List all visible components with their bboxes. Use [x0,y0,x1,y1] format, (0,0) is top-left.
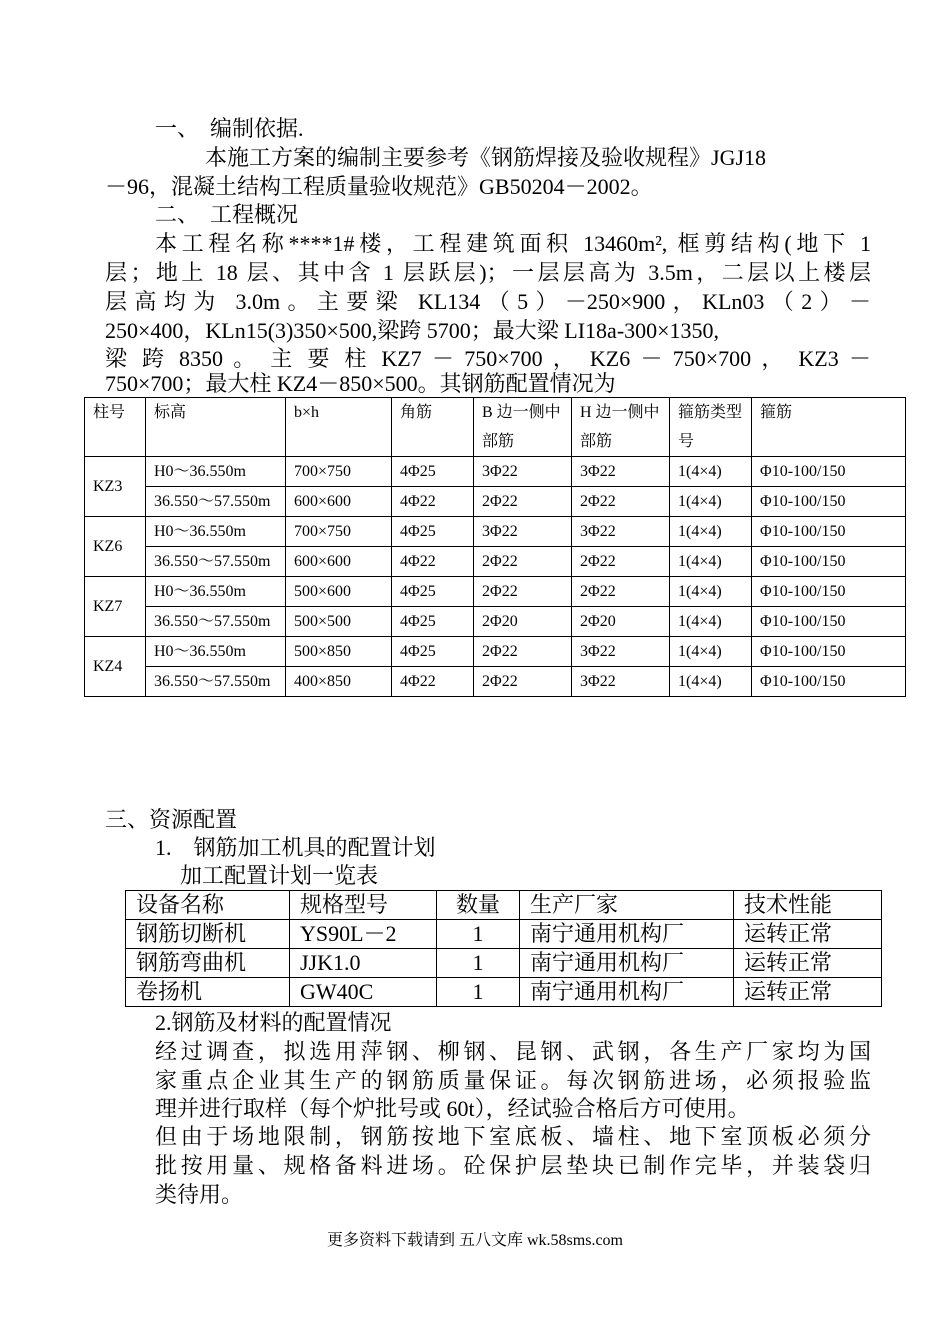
table-cell: H0～36.550m [146,517,286,547]
table-row [85,667,906,697]
table-cell: YS90L－2 [290,920,437,949]
table-cell: 2Φ22 [474,667,572,697]
column-rebar-table [84,397,906,697]
table-cell: Φ10-100/150 [752,517,906,547]
header-cell: 柱号 [85,398,146,457]
section3-2-line-6: 类待用。 [155,1182,244,1207]
table-cell: 钢筋切断机 [126,920,290,949]
table-cell: 36.550～57.550m [146,607,286,637]
header-cell: b×h [286,398,392,457]
header-cell: 角筋 [392,398,474,457]
table-cell: 1(4×4) [670,667,752,697]
table-cell: 南宁通用机构厂 [520,978,734,1007]
table-cell: 2Φ22 [572,487,670,517]
section2-line-3: 层高均为 3.0m。主要梁 KL134（5）－250×900，KLn03（2）－ [105,289,871,314]
table-cell: 600×600 [286,547,392,577]
table-cell: 3Φ22 [572,637,670,667]
table-cell: 4Φ22 [392,547,474,577]
section3-2-heading: 2.钢筋及材料的配置情况 [155,1010,392,1035]
table-cell: 4Φ25 [392,517,474,547]
table-cell: 南宁通用机构厂 [520,949,734,978]
table-cell: 1(4×4) [670,637,752,667]
table-cell: 运转正常 [734,949,882,978]
section3-2-line-5: 批按用量、规格备料进场。砼保护层垫块已制作完毕，并装袋归 [155,1153,871,1178]
header-cell: 箍筋类型号 [670,398,752,457]
table-cell: 36.550～57.550m [146,667,286,697]
table-cell: 2Φ20 [474,607,572,637]
header-cell: 设备名称 [126,891,290,920]
table-cell: JJK1.0 [290,949,437,978]
table-cell: 3Φ22 [572,517,670,547]
table-cell: Φ10-100/150 [752,577,906,607]
table-cell: 运转正常 [734,978,882,1007]
header-cell: 箍筋 [752,398,906,457]
table-cell: 2Φ22 [474,577,572,607]
header-cell: 数量 [437,891,520,920]
table-cell: 4Φ22 [392,487,474,517]
table-cell: 1(4×4) [670,487,752,517]
footer-link[interactable]: 更多资料下载请到 五八文库 wk.58sms.com [326,1232,623,1249]
equipment-table [125,890,882,1007]
header-cell: 生产厂家 [520,891,734,920]
section1-heading: 一、 编制依据. [155,116,304,141]
section2-line-4: 250×400，KLn15(3)350×500,梁跨 5700；最大梁 LI18a-300×1350, [105,318,720,343]
table-cell: 600×600 [286,487,392,517]
table-cell: 2Φ20 [572,607,670,637]
table-cell: 钢筋弯曲机 [126,949,290,978]
section2-heading: 二、 工程概况 [155,202,299,227]
table-cell: 500×600 [286,577,392,607]
table-cell: 3Φ22 [572,457,670,487]
column-id-cell: KZ3 [85,457,146,517]
column-id-cell: KZ6 [85,517,146,577]
section1-line-2: －96，混凝土结构工程质量验收规范》GB50204－2002。 [105,174,653,199]
table-cell: 4Φ22 [392,667,474,697]
table-cell: 4Φ25 [392,457,474,487]
table-cell: 500×850 [286,637,392,667]
table-cell: 4Φ25 [392,607,474,637]
header-cell: H 边一侧中部筋 [572,398,670,457]
table-cell: 1(4×4) [670,457,752,487]
section3-2-line-1: 经过调查，拟选用萍钢、柳钢、昆钢、武钢，各生产厂家均为国 [155,1039,871,1064]
table-row [126,978,882,1007]
table-cell: 2Φ22 [474,637,572,667]
table-cell: 3Φ22 [474,457,572,487]
table-cell: Φ10-100/150 [752,667,906,697]
table-cell: GW40C [290,978,437,1007]
equipment-table-title: 加工配置计划一览表 [180,863,379,888]
table-row [126,920,882,949]
table-cell: 南宁通用机构厂 [520,920,734,949]
section1-line-1: 本施工方案的编制主要参考《钢筋焊接及验收规程》JGJ18 [205,145,767,170]
table-cell: 2Φ22 [474,487,572,517]
header-cell: 规格型号 [290,891,437,920]
table-cell: 400×850 [286,667,392,697]
header-cell: 技术性能 [734,891,882,920]
table-cell: Φ10-100/150 [752,487,906,517]
table-cell: 4Φ25 [392,577,474,607]
table-cell: 1 [437,949,520,978]
section3-2-line-2: 家重点企业其生产的钢筋质量保证。每次钢筋进场，必须报验监 [155,1068,871,1093]
table-cell: 2Φ22 [474,547,572,577]
table-cell: Φ10-100/150 [752,547,906,577]
table-cell: Φ10-100/150 [752,637,906,667]
section3-2-line-3: 理并进行取样（每个炉批号或 60t），经试验合格后方可使用。 [155,1096,750,1121]
section2-line-2: 层；地上 18 层、其中含 1 层跃层)；一层层高为 3.5m，二层以上楼层 [105,260,871,285]
table-row [85,607,906,637]
table-cell: 2Φ22 [572,577,670,607]
table-cell: 700×750 [286,457,392,487]
table-cell: 运转正常 [734,920,882,949]
column-id-cell: KZ4 [85,637,146,697]
section3-heading: 三、资源配置 [105,807,238,832]
table-cell: 36.550～57.550m [146,487,286,517]
table-row [85,487,906,517]
header-cell: B 边一侧中部筋 [474,398,572,457]
table-cell: 1(4×4) [670,547,752,577]
section2-line-1: 本工程名称****1#楼，工程建筑面积 13460m², 框剪结构(地下 1 [155,231,871,256]
table-row [126,949,882,978]
header-cell: 标高 [146,398,286,457]
table-cell: H0～36.550m [146,637,286,667]
table-header-row [85,398,906,457]
table-cell: 1(4×4) [670,517,752,547]
column-id-cell: KZ7 [85,577,146,637]
section3-2-line-4: 但由于场地限制，钢筋按地下室底板、墙柱、地下室顶板必须分 [155,1124,871,1149]
table-cell: 1(4×4) [670,607,752,637]
table-cell: 4Φ25 [392,637,474,667]
table-row [85,547,906,577]
table-cell: 2Φ22 [572,547,670,577]
table-cell: 1 [437,978,520,1007]
table-cell: H0～36.550m [146,457,286,487]
table-row [85,457,906,487]
table-header-row [126,891,882,920]
table-cell: H0～36.550m [146,577,286,607]
table-cell: 3Φ22 [474,517,572,547]
section3-sub1: 1. 钢筋加工机具的配置计划 [155,835,436,860]
section2-line-6: 750×700；最大柱 KZ4－850×500。其钢筋配置情况为 [105,371,616,396]
table-cell: 700×750 [286,517,392,547]
table-row [85,577,906,607]
table-cell: Φ10-100/150 [752,607,906,637]
table-cell: 36.550～57.550m [146,547,286,577]
table-row [85,637,906,667]
table-cell: 卷扬机 [126,978,290,1007]
table-cell: Φ10-100/150 [752,457,906,487]
table-cell: 1 [437,920,520,949]
table-cell: 500×500 [286,607,392,637]
table-cell: 1(4×4) [670,577,752,607]
section2-line-5: 梁 跨 8350 。 主 要 柱 KZ7 － 750×700 ， KZ6 － 750×700 ， KZ3 － [105,346,871,371]
table-cell: 3Φ22 [572,667,670,697]
table-row [85,517,906,547]
